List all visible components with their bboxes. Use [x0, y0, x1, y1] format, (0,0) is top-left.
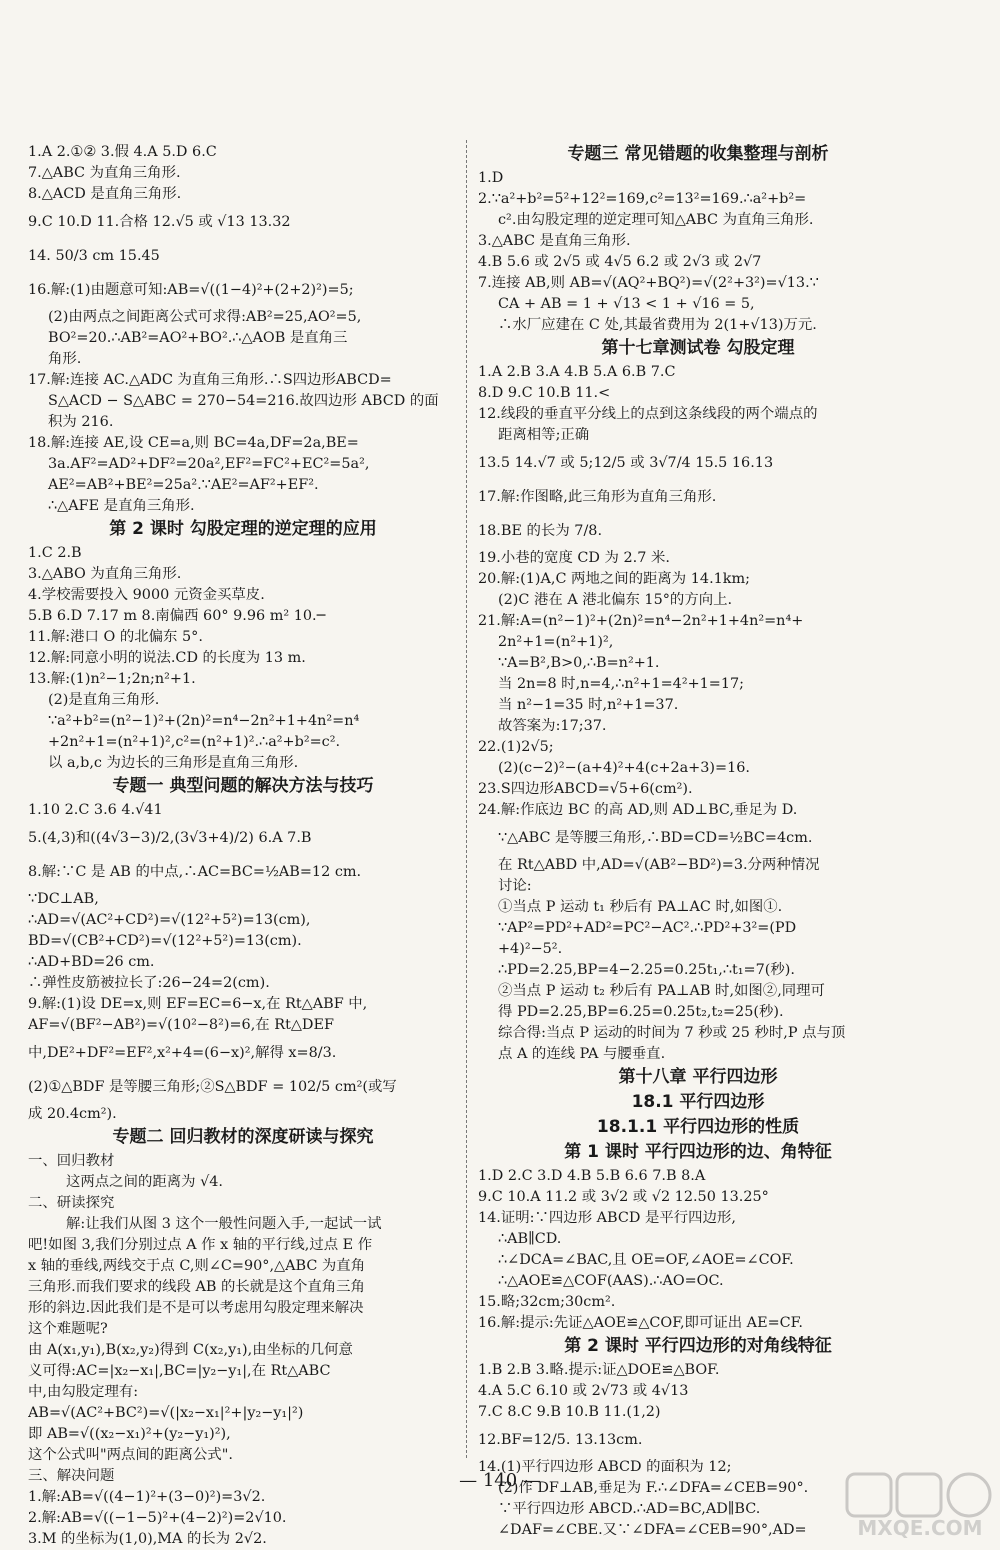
answer-line: 在 Rt△ABD 中,AD=√(AB²−BD²)=3.分两种情况: [498, 857, 820, 873]
answer-line: 4.学校需要投入 9000 元资金买草皮.: [28, 587, 265, 603]
answer-line: (2)①△BDF 是等腰三角形;②S△BDF = 102/5 cm²(或写: [28, 1079, 397, 1095]
answer-line: ②当点 P 运动 t₂ 秒后有 PA⊥AB 时,如图②,同理可: [498, 983, 825, 999]
answer-line: 4.A 5.C 6.10 或 2√73 或 4√13: [478, 1383, 689, 1399]
answer-line: 中,由勾股定理有:: [28, 1384, 139, 1400]
answer-line: ∴AD+BD=26 cm.: [28, 954, 155, 970]
answer-line: 16.解:提示:先证△AOE≌△COF,即可证出 AE=CF.: [478, 1315, 803, 1331]
answer-line: 15.略;32cm;30cm².: [478, 1294, 616, 1310]
section-heading: 18.1 平行四边形: [631, 1092, 765, 1112]
answer-line: 8.D 9.C 10.B 11.<: [478, 385, 611, 401]
answer-line: ∴弹性皮筋被拉长了:26−24=2(cm).: [28, 975, 270, 991]
section-heading: 第 2 课时 勾股定理的逆定理的应用: [109, 519, 377, 539]
answer-line: ∵△ABC 是等腰三角形,∴BD=CD=½BC=4cm.: [498, 830, 813, 846]
answer-line: c².由勾股定理的逆定理可知△ABC 为直角三角形.: [498, 212, 814, 228]
answer-line: 吧!如图 3,我们分别过点 A 作 x 轴的平行线,过点 E 作: [28, 1237, 373, 1253]
answer-line: 1.B 2.B 3.略.提示:证△DOE≌△BOF.: [478, 1362, 720, 1378]
answer-line: 12.BF=12/5. 13.13cm.: [478, 1432, 643, 1448]
answer-line: 当 2n=8 时,n=4,∴n²+1=4²+1=17;: [498, 676, 745, 692]
answer-line: 由 A(x₁,y₁),B(x₂,y₂)得到 C(x₂,y₁),由坐标的几何意: [28, 1342, 353, 1358]
answer-line: ∠DAF=∠CBE.又∵∠DFA=∠CEB=90°,AD=: [498, 1522, 807, 1538]
answer-line: 3.△ABO 为直角三角形.: [28, 566, 182, 582]
answer-line: 24.解:作底边 BC 的高 AD,则 AD⊥BC,垂足为 D.: [478, 802, 798, 818]
answer-line: 三、解决问题: [28, 1468, 115, 1484]
watermark-site: MXQE.COM: [857, 1516, 983, 1540]
answer-line: 点 A 的连线 PA 与腰垂直.: [498, 1046, 666, 1062]
answer-line: S△ACD − S△ABC = 270−54=216.故四边形 ABCD 的面: [48, 393, 439, 409]
answer-line: ∴AD=√(AC²+CD²)=√(12²+5²)=13(cm),: [28, 912, 311, 928]
section-heading: 第十七章测试卷 勾股定理: [601, 338, 795, 358]
answer-line: ∴AB∥CD.: [498, 1231, 562, 1247]
answer-line: 距离相等;正确: [498, 427, 590, 443]
answer-line: ∴△AOE≌△COF(AAS).∴AO=OC.: [498, 1273, 724, 1289]
answer-line: ∴△AFE 是直角三角形.: [48, 498, 195, 514]
answer-line: 5.(4,3)和((4√3−3)/2,(3√3+4)/2) 6.A 7.B: [28, 830, 312, 846]
section-heading: 第 1 课时 平行四边形的边、角特征: [564, 1142, 832, 1162]
answer-line: +2n²+1=(n²+1)²,c²=(n²+1)².∴a²+b²=c².: [48, 734, 341, 750]
answer-line: ∵DC⊥AB,: [28, 891, 99, 907]
answer-line: ①当点 P 运动 t₁ 秒后有 PA⊥AC 时,如图①.: [498, 899, 783, 915]
answer-line: 14.(1)平行四边形 ABCD 的面积为 12;: [478, 1459, 732, 1475]
answer-line: 这个难题呢?: [28, 1321, 108, 1337]
answer-line: 一、回归教材: [28, 1153, 115, 1169]
section-heading: 第 2 课时 平行四边形的对角线特征: [564, 1336, 832, 1356]
page-number: — 140 —: [459, 1470, 541, 1491]
watermark-logo: [845, 1470, 995, 1542]
answer-line: 即 AB=√((x₂−x₁)²+(y₂−y₁)²),: [28, 1426, 231, 1442]
answer-line: 7.C 8.C 9.B 10.B 11.(1,2): [478, 1404, 661, 1420]
answer-line: 14.证明:∵四边形 ABCD 是平行四边形,: [478, 1210, 736, 1226]
answer-line: 1.解:AB=√((4−1)²+(3−0)²)=3√2.: [28, 1489, 266, 1505]
answer-line: 3.△ABC 是直角三角形.: [478, 233, 631, 249]
answer-line: 成 20.4cm²).: [28, 1106, 117, 1122]
answer-line: 8.△ACD 是直角三角形.: [28, 186, 182, 202]
answer-line: 23.S四边形ABCD=√5+6(cm²).: [478, 781, 693, 797]
answer-line: 故答案为:17;37.: [498, 718, 607, 734]
answer-line: 1.10 2.C 3.6 4.√41: [28, 802, 163, 818]
answer-line: 18.解:连接 AE,设 CE=a,则 BC=4a,DF=2a,BE=: [28, 435, 359, 451]
answer-line: 义可得:AC=|x₂−x₁|,BC=|y₂−y₁|,在 Rt△ABC: [28, 1363, 331, 1379]
answer-line: 13.解:(1)n²−1;2n;n²+1.: [28, 671, 196, 687]
right-column: [478, 142, 918, 1541]
answer-line: 以 a,b,c 为边长的三角形是直角三角形.: [48, 755, 299, 771]
section-heading: 18.1.1 平行四边形的性质: [596, 1117, 800, 1137]
section-heading: 第十八章 平行四边形: [618, 1067, 778, 1087]
answer-line: (2)(c−2)²−(a+4)²+4(c+2a+3)=16.: [498, 760, 750, 776]
answer-line: 4.B 5.6 或 2√5 或 4√5 6.2 或 2√3 或 2√7: [478, 254, 762, 270]
answer-line: 13.5 14.√7 或 5;12/5 或 3√7/4 15.5 16.13: [478, 455, 774, 471]
answer-line: ∴水厂应建在 C 处,其最省费用为 2(1+√13)万元.: [498, 317, 817, 333]
answer-line: 这两点之间的距离为 √4.: [66, 1174, 223, 1190]
answer-line: 当 n²−1=35 时,n²+1=37.: [498, 697, 679, 713]
column-divider: [466, 140, 467, 1458]
answer-line: ∴PD=2.25,BP=4−2.25=0.25t₁,∴t₁=7(秒).: [498, 962, 795, 978]
answer-line: ∴∠DCA=∠BAC,且 OE=OF,∠AOE=∠COF.: [498, 1252, 794, 1268]
answer-line: 2.解:AB=√((−1−5)²+(4−2)²)=2√10.: [28, 1510, 287, 1526]
answer-line: (2)由两点之间距离公式可求得:AB²=25,AO²=5,: [48, 309, 362, 325]
left-column: [28, 142, 458, 1550]
answer-line: 7.连接 AB,则 AB=√(AQ²+BQ²)=√(2²+3²)=√13.∵: [478, 275, 819, 291]
answer-line: 9.解:(1)设 DE=x,则 EF=EC=6−x,在 Rt△ABF 中,: [28, 996, 368, 1012]
answer-line: ∵AP²=PD²+AD²=PC²−AC².∴PD²+3²=(PD: [498, 920, 797, 936]
answer-line: 9.C 10.A 11.2 或 3√2 或 √2 12.50 13.25°: [478, 1189, 769, 1205]
answer-line: 1.D: [478, 170, 504, 186]
answer-line: 3a.AF²=AD²+DF²=20a²,EF²=FC²+EC²=5a²,: [48, 456, 370, 472]
answer-line: (2)是直角三角形.: [48, 692, 160, 708]
answer-line: 9.C 10.D 11.合格 12.√5 或 √13 13.32: [28, 214, 291, 230]
answer-line: 8.解:∵C 是 AB 的中点,∴AC=BC=½AB=12 cm.: [28, 864, 362, 880]
answer-line: CA + AB = 1 + √13 < 1 + √16 = 5,: [498, 296, 755, 312]
answer-line: 20.解:(1)A,C 两地之间的距离为 14.1km;: [478, 571, 751, 587]
answer-line: ∵a²+b²=(n²−1)²+(2n)²=n⁴−2n²+1+4n²=n⁴: [48, 713, 360, 729]
watermark-badge-icon: [845, 1470, 995, 1520]
answer-line: 21.解:A=(n²−1)²+(2n)²=n⁴−2n²+1+4n²=n⁴+: [478, 613, 804, 629]
answer-line: 18.BE 的长为 7/8.: [478, 523, 603, 539]
answer-line: (2)C 港在 A 港北偏东 15°的方向上.: [498, 592, 733, 608]
answer-line: 12.线段的垂直平分线上的点到这条线段的两个端点的: [478, 406, 818, 422]
answer-line: 5.B 6.D 7.17 m 8.南偏西 60° 9.96 m² 10.─: [28, 608, 326, 624]
answer-line: 得 PD=2.25,BP=6.25=0.25t₂,t₂=25(秒).: [498, 1004, 784, 1020]
answer-line: AF=√(BF²−AB²)=√(10²−8²)=6,在 Rt△DEF: [28, 1017, 334, 1033]
answer-line: x 轴的垂线,两线交于点 C,则∠C=90°,△ABC 为直角: [28, 1258, 366, 1274]
answer-line: BO²=20.∴AB²=AO²+BO².∴△AOB 是直角三: [48, 330, 348, 346]
answer-line: (2)作 DF⊥AB,垂足为 F.∴∠DFA=∠CEB=90°.: [498, 1480, 809, 1496]
answer-line: 17.解:作图略,此三角形为直角三角形.: [478, 489, 717, 505]
section-heading: 专题三 常见错题的收集整理与剖析: [567, 144, 829, 164]
section-heading: 专题二 回归教材的深度研读与探究: [112, 1127, 374, 1147]
answer-line: 1.A 2.①② 3.假 4.A 5.D 6.C: [28, 144, 217, 160]
answer-line: 这个公式叫"两点间的距离公式".: [28, 1447, 233, 1463]
answer-line: 1.A 2.B 3.A 4.B 5.A 6.B 7.C: [478, 364, 676, 380]
answer-line: 14. 50/3 cm 15.45: [28, 248, 160, 264]
answer-line: 1.D 2.C 3.D 4.B 5.B 6.6 7.B 8.A: [478, 1168, 706, 1184]
answer-line: 1.C 2.B: [28, 545, 82, 561]
answer-line: AB=√(AC²+BC²)=√(|x₂−x₁|²+|y₂−y₁|²): [28, 1405, 304, 1421]
answer-line: 三角形.而我们要求的线段 AB 的长就是这个直角三角: [28, 1279, 365, 1295]
answer-line: 16.解:(1)由题意可知:AB=√((1−4)²+(2+2)²)=5;: [28, 282, 354, 298]
answer-line: 中,DE²+DF²=EF²,x²+4=(6−x)²,解得 x=8/3.: [28, 1045, 337, 1061]
answer-line: 解:让我们从图 3 这个一般性问题入手,一起试一试: [66, 1216, 382, 1232]
answer-line: 3.M 的坐标为(1,0),MA 的长为 2√2.: [28, 1531, 267, 1547]
answer-line: 2n²+1=(n²+1)²,: [498, 634, 614, 650]
answer-line: 形的斜边.因此我们是不是可以考虑用勾股定理来解决: [28, 1300, 364, 1316]
answer-line: BD=√(CB²+CD²)=√(12²+5²)=13(cm).: [28, 933, 302, 949]
answer-line: 2.∵a²+b²=5²+12²=169,c²=13²=169.∴a²+b²=: [478, 191, 807, 207]
answer-line: 讨论:: [498, 878, 532, 894]
answer-line: 12.解:同意小明的说法.CD 的长度为 13 m.: [28, 650, 306, 666]
answer-line: 角形.: [48, 351, 82, 367]
answer-line: +4)²−5².: [498, 941, 563, 957]
answer-line: 11.解:港口 O 的北偏东 5°.: [28, 629, 203, 645]
answer-line: 积为 216.: [48, 414, 114, 430]
answer-line: 二、研读探究: [28, 1195, 115, 1211]
answer-line: 7.△ABC 为直角三角形.: [28, 165, 181, 181]
answer-line: 综合得:当点 P 运动的时间为 7 秒或 25 秒时,P 点与顶: [498, 1025, 846, 1041]
answer-line: 22.(1)2√5;: [478, 739, 554, 755]
answer-line: ∵平行四边形 ABCD.∴AD=BC,AD∥BC.: [498, 1501, 761, 1517]
answer-line: AE²=AB²+BE²=25a².∵AE²=AF²+EF².: [48, 477, 319, 493]
answer-line: ∵A=B²,B>0,∴B=n²+1.: [498, 655, 660, 671]
answer-line: 19.小巷的宽度 CD 为 2.7 米.: [478, 550, 670, 566]
section-heading: 专题一 典型问题的解决方法与技巧: [112, 776, 374, 796]
answer-line: 17.解:连接 AC.△ADC 为直角三角形.∴S四边形ABCD=: [28, 372, 392, 388]
